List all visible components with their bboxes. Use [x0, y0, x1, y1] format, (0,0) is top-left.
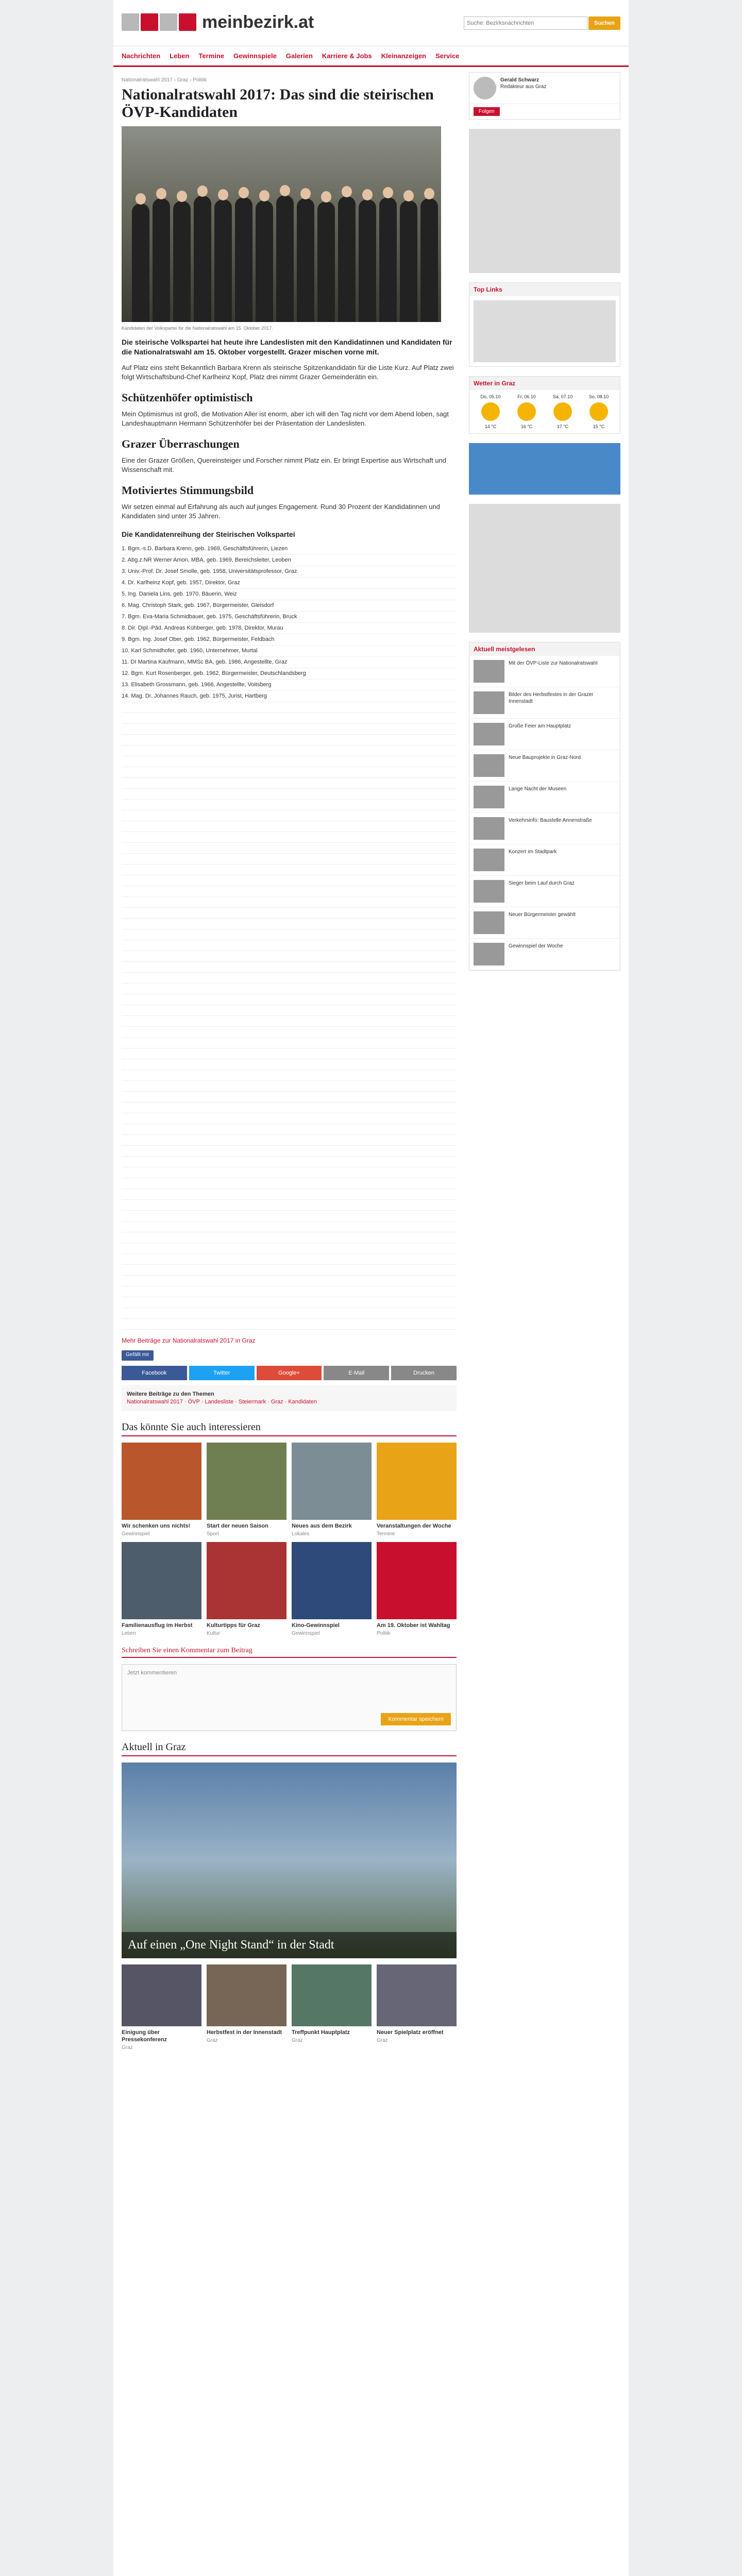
list-item[interactable]: Sieger beim Lauf durch Graz: [469, 876, 620, 907]
share-google-button[interactable]: Google+: [257, 1366, 322, 1380]
teaser-card[interactable]: Neues aus dem Bezirk Lokales: [292, 1443, 372, 1537]
nav-item-nachrichten[interactable]: Nachrichten: [122, 52, 161, 60]
list-item: 9. Bgm. Ing. Josef Ober, geb. 1962, Bürgermeister, Feldbach: [122, 634, 457, 646]
list-item: 10. Karl Schmidhofer, geb. 1960, Unternehmer, Murtal: [122, 646, 457, 657]
list-item[interactable]: Lange Nacht der Museen: [469, 782, 620, 813]
section-heading: Motiviertes Stimmungsbild: [122, 484, 254, 497]
weather-title: Wetter in Graz: [469, 377, 620, 390]
like-bar: [122, 1350, 457, 1361]
teaser-card[interactable]: Treffpunkt Hauptplatz Graz: [292, 1964, 372, 2050]
aktuell-headline[interactable]: Auf einen „One Night Stand“ in der Stadt: [122, 1932, 457, 1958]
avatar[interactable]: [474, 77, 496, 99]
aktuell-hero[interactable]: [122, 1762, 457, 1958]
comment-hint: Jetzt kommentieren: [127, 1670, 177, 1676]
comment-submit-button[interactable]: Kommentar speichern: [381, 1713, 451, 1725]
nav-item-termine[interactable]: Termine: [198, 52, 225, 60]
article-paragraph: Auf Platz eins steht Bekanntlich Barbara Krenn als steirische Spitzenkandidatin für die Liste Kurz. Auf Platz zwei folgt Wirtschaftsbund-Chef Karlheinz Kopf, Platz drei nimmt Grazer Gemeinderätin ein.: [122, 364, 454, 381]
list-item: 12. Bgm. Kurt Rosenberger, geb. 1962, Bürgermeister, Deutschlandsberg: [122, 668, 457, 680]
nav-item-leben[interactable]: Leben: [170, 52, 190, 60]
aktuell-heading: Aktuell in Graz: [122, 1741, 457, 1756]
list-item: 3. Univ.-Prof. Dr. Josef Smolle, geb. 1958, Universitätsprofessor, Graz: [122, 566, 457, 578]
article-paragraph: Eine der Grazer Größen, Quereinsteiger und Forscher nimmt Platz ein. Er bringt Expertise aus Wirtschaft und Wissenschaft mit.: [122, 456, 447, 473]
top-links-title: Top Links: [469, 283, 620, 296]
interest-heading: Das könnte Sie auch interessieren: [122, 1421, 457, 1436]
list-item[interactable]: Große Feier am Hauptplatz: [469, 719, 620, 750]
teaser-card[interactable]: Wir schenken uns nichts! Gewinnspiel: [122, 1443, 201, 1537]
search-button[interactable]: Suchen: [588, 16, 620, 30]
most-read-title: Aktuell meistgelesen: [469, 642, 620, 656]
section-heading: Grazer Überraschungen: [122, 437, 240, 450]
teaser-card[interactable]: Familienausflug im Herbst Leben: [122, 1542, 201, 1636]
sun-icon: [481, 402, 500, 421]
list-item: 5. Ing. Daniela Lins, geb. 1970, Bäuerin, Weiz: [122, 589, 457, 600]
most-read: [469, 642, 620, 971]
list-item[interactable]: Mit der ÖVP-Liste zur Nationalratswahl: [469, 656, 620, 687]
candidate-list: [122, 544, 457, 702]
share-bar: [122, 1366, 457, 1380]
list-item: 4. Dr. Karlheinz Kopf, geb. 1957, Direktor, Graz: [122, 578, 457, 589]
list-item: 14. Mag. Dr. Johannes Rauch, geb. 1975, Jurist, Hartberg: [122, 691, 457, 702]
list-item[interactable]: Neue Bauprojekte in Graz-Nord: [469, 750, 620, 782]
list-item[interactable]: Gewinnspiel der Woche: [469, 939, 620, 970]
teaser-card[interactable]: Einigung über Pressekonferenz Graz: [122, 1964, 201, 2050]
print-button[interactable]: Drucken: [391, 1366, 457, 1380]
list-item: 2. Abg.z.NR Werner Amon, MBA, geb. 1969, Bereichsleiter, Leoben: [122, 555, 457, 566]
photo-caption: Kandidaten der Volkspartei für die Nationalratswahl am 15. Oktober 2017.: [122, 326, 273, 331]
site-logo[interactable]: meinbezirk.at: [202, 12, 314, 32]
nav-item-karriere[interactable]: Karriere & Jobs: [322, 52, 372, 60]
author-box: [469, 72, 620, 120]
top-links: [469, 282, 620, 367]
comment-heading: Schreiben Sie einen Kommentar zum Beitrag: [122, 1647, 457, 1658]
article: [122, 77, 457, 2050]
list-item: 1. Bgm.-s.D. Barbara Krenn, geb. 1969, Geschäftsführerin, Liezen: [122, 544, 457, 555]
sun-icon: [517, 402, 536, 421]
ad-banner[interactable]: [469, 129, 620, 273]
ad-banner[interactable]: [469, 504, 620, 633]
aktuell-grid: [122, 1964, 457, 2050]
teaser-card[interactable]: Neuer Spielplatz eröffnet Graz: [377, 1964, 457, 2050]
topic-links[interactable]: Nationalratswahl 2017 · ÖVP · Landesliste · Steiermark · Graz · Kandidaten: [127, 1399, 317, 1405]
weather-day: Fr, 06.10 16 °C: [517, 394, 536, 429]
more-link[interactable]: Mehr Beiträge zur Nationalratswahl 2017 in Graz: [122, 1337, 256, 1344]
main-nav: [113, 46, 629, 67]
list-item: 8. Dir. Dipl.-Päd. Andreas Kühberger, geb. 1978, Direktor, Murau: [122, 623, 457, 634]
sun-icon: [553, 402, 572, 421]
nav-item-gewinnspiele[interactable]: Gewinnspiele: [233, 52, 277, 60]
weather-day: So, 08.10 15 °C: [588, 394, 609, 429]
teaser-card[interactable]: Kino-Gewinnspiel Gewinnspiel: [292, 1542, 372, 1636]
list-item: 13. Elisabeth Grossmann, geb. 1966, Angestellte, Voitsberg: [122, 680, 457, 691]
share-twitter-button[interactable]: Twitter: [189, 1366, 255, 1380]
share-email-button[interactable]: E-Mail: [324, 1366, 389, 1380]
author-name[interactable]: Gerald Schwarz: [500, 77, 539, 83]
author-role: Redakteur aus Graz: [500, 84, 547, 90]
list-item: 6. Mag. Christoph Stark, geb. 1967, Bürgermeister, Gleisdorf: [122, 600, 457, 612]
list-item[interactable]: Verkehrsinfo: Baustelle Annenstraße: [469, 813, 620, 844]
follow-button[interactable]: Folgen: [474, 107, 500, 116]
teaser-card[interactable]: Am 19. Oktober ist Wahltag Politik: [377, 1542, 457, 1636]
weather-day: Do, 05.10 14 °C: [480, 394, 501, 429]
teaser-card[interactable]: Herbstfest in der Innenstadt Graz: [207, 1964, 286, 2050]
weather-box: [469, 376, 620, 434]
list-item: 11. DI Martina Kaufmann, MMSc BA, geb. 1986, Angestellte, Graz: [122, 657, 457, 668]
comment-box[interactable]: [122, 1664, 457, 1731]
list-item: 7. Bgm. Eva-Maria Schmidbauer, geb. 1975, Geschäftsführerin, Bruck: [122, 612, 457, 623]
page-title: Nationalratswahl 2017: Das sind die steirischen ÖVP-Kandidaten: [122, 86, 434, 121]
nav-item-service[interactable]: Service: [435, 52, 460, 60]
candidate-list-continued: [122, 702, 457, 1331]
article-paragraph: Mein Optimismus ist groß, die Motivation Aller ist enorm, aber ich will den Tag nicht vor dem Abend loben, sagt Landeshauptmann Hermann Schützenhöfer bei der Präsentation der Landeslisten.: [122, 410, 449, 427]
search-input[interactable]: [464, 16, 587, 30]
related-topics: [122, 1385, 457, 1411]
list-item[interactable]: Bilder des Herbstfestes in der Grazer Innenstadt: [469, 687, 620, 719]
nav-item-galerien[interactable]: Galerien: [285, 52, 313, 60]
sun-icon: [589, 402, 608, 421]
like-button[interactable]: Gefällt mir: [122, 1350, 154, 1361]
nav-item-kleinanzeigen[interactable]: Kleinanzeigen: [381, 52, 427, 60]
ad-banner[interactable]: [469, 443, 620, 495]
article-lead: Die steirische Volkspartei hat heute ihre Landeslisten mit den Kandidatinnen und Kandidaten für die Nationalratswahl am 15. Oktober vorgestellt. Grazer mischen vorne mit.: [122, 338, 452, 356]
ad-small[interactable]: [474, 300, 616, 362]
article-photo[interactable]: [122, 126, 441, 322]
list-item[interactable]: Neuer Bürgermeister gewählt: [469, 907, 620, 939]
teaser-card[interactable]: Kulturtipps für Graz Kultur: [207, 1542, 286, 1636]
share-facebook-button[interactable]: Facebook: [122, 1366, 187, 1380]
teaser-card[interactable]: Start der neuen Saison Sport: [207, 1443, 286, 1537]
article-paragraph: Wir setzen einmal auf Erfahrung als auch auf junges Engagement. Rund 30 Prozent der Kandidatinnen und Kandidaten sind unter 35 Jahren.: [122, 503, 440, 520]
breadcrumb[interactable]: Nationalratswahl 2017 › Graz › Politik: [122, 77, 207, 83]
related-topics-title: Weitere Beiträge zu den Themen: [127, 1391, 214, 1397]
content-wrapper: [113, 0, 629, 2576]
list-item[interactable]: Konzert im Stadtpark: [469, 844, 620, 876]
section-heading: Schützenhöfer optimistisch: [122, 391, 253, 404]
weather-day: Sa, 07.10 17 °C: [552, 394, 573, 429]
logo-icon[interactable]: [122, 13, 196, 31]
list-title: Die Kandidatenreihung der Steirischen Volkspartei: [122, 530, 295, 538]
interest-grid: [122, 1443, 457, 1636]
sidebar: [469, 72, 620, 980]
header: [113, 0, 629, 46]
teaser-card[interactable]: Veranstaltungen der Woche Termine: [377, 1443, 457, 1537]
